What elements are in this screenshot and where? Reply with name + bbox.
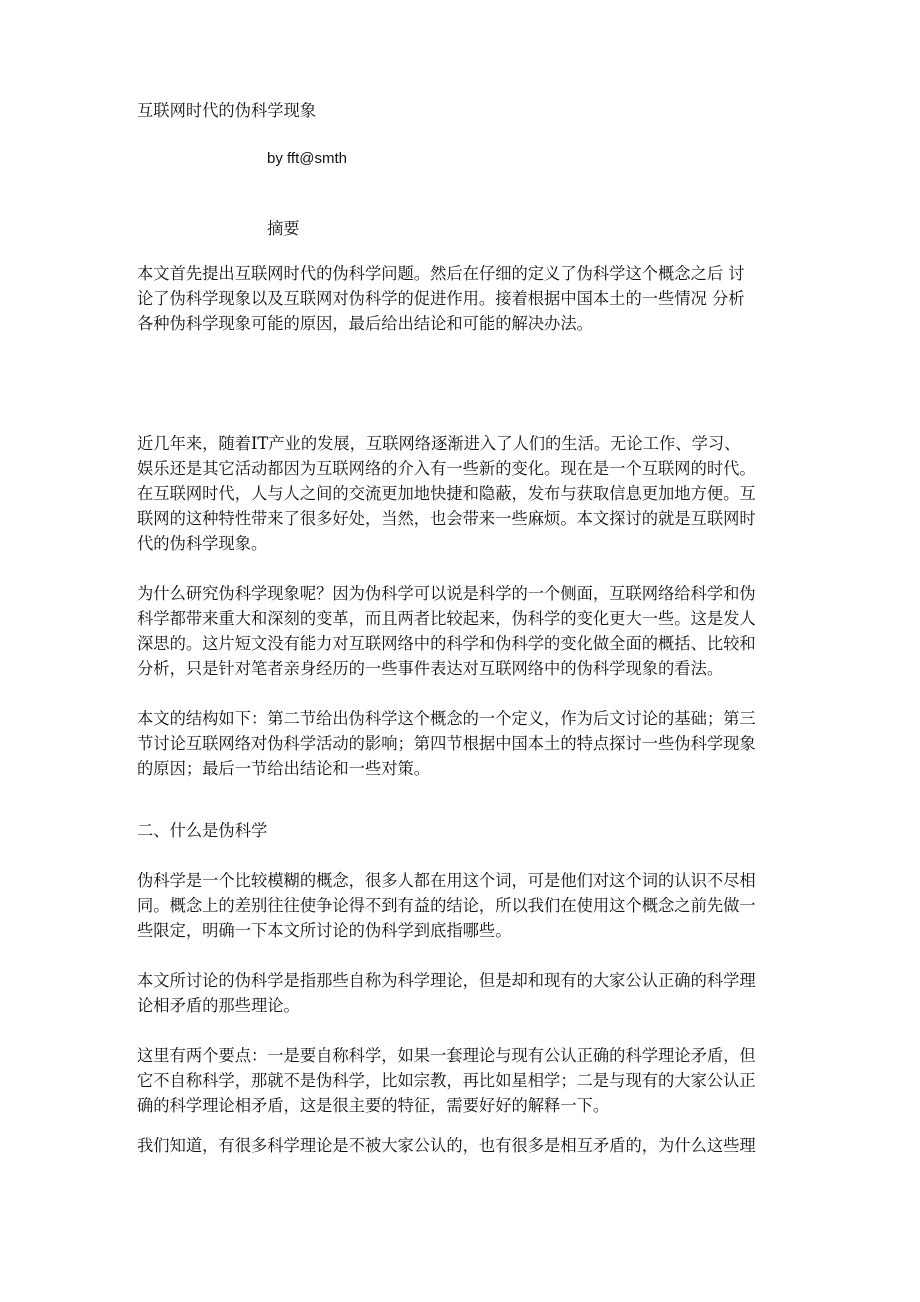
text-line: 本文首先提出互联网时代的伪科学问题。然后在仔细的定义了伪科学这个概念之后 讨 [137, 264, 745, 283]
text-line: 分析，只是针对笔者亲身经历的一些事件表达对互联网络中的伪科学现象的看法。 [137, 659, 724, 678]
intro-paragraph-3 [137, 706, 756, 781]
section-2-heading: 二、什么是伪科学 [137, 821, 268, 840]
text-line: 论相矛盾的那些理论。 [137, 996, 300, 1015]
section-2-paragraph-4 [137, 1133, 756, 1158]
text-line: 代的伪科学现象。 [137, 534, 268, 553]
text-line: 我们知道，有很多科学理论是不被大家公认的，也有很多是相互矛盾的，为什么这些理 [137, 1136, 756, 1155]
text-line: 深思的。这片短文没有能力对互联网络中的科学和伪科学的变化做全面的概括、比较和 [137, 634, 756, 653]
section-2-paragraph-3 [137, 1043, 756, 1118]
text-line: 同。概念上的差别往往使争论得不到有益的结论，所以我们在使用这个概念之前先做一 [137, 896, 756, 915]
text-line: 论了伪科学现象以及互联网对伪科学的促进作用。接着根据中国本土的一些情况 分析 [137, 289, 745, 308]
text-line: 本文的结构如下：第二节给出伪科学这个概念的一个定义，作为后文讨论的基础；第三 [137, 709, 756, 728]
abstract-heading: 摘要 [267, 219, 300, 238]
text-line: 确的科学理论相矛盾，这是很主要的特征，需要好好的解释一下。 [137, 1096, 610, 1115]
text-line: 节讨论互联网络对伪科学活动的影响；第四节根据中国本土的特点探讨一些伪科学现象 [137, 734, 756, 753]
text-line: 它不自称科学，那就不是伪科学，比如宗教，再比如星相学；二是与现有的大家公认正 [137, 1071, 756, 1090]
text-line: 联网的这种特性带来了很多好处，当然，也会带来一些麻烦。本文探讨的就是互联网时 [137, 509, 756, 528]
text-line: 的原因；最后一节给出结论和一些对策。 [137, 759, 431, 778]
intro-paragraph-2 [137, 581, 756, 681]
text-line: 各种伪科学现象可能的原因，最后给出结论和可能的解决办法。 [137, 314, 593, 333]
abstract-paragraph [137, 261, 745, 336]
text-line: 娱乐还是其它活动都因为互联网络的介入有一些新的变化。现在是一个互联网的时代。 [137, 459, 756, 478]
byline: by fft@smth [267, 150, 347, 167]
text-line: 这里有两个要点：一是要自称科学，如果一套理论与现有公认正确的科学理论矛盾，但 [137, 1046, 756, 1065]
section-2-paragraph-2 [137, 968, 756, 1018]
text-line: 科学都带来重大和深刻的变革，而且两者比较起来，伪科学的变化更大一些。这是发人 [137, 609, 756, 628]
text-line: 在互联网时代，人与人之间的交流更加地快捷和隐蔽，发布与获取信息更加地方便。互 [137, 484, 756, 503]
text-line: 近几年来，随着IT产业的发展，互联网络逐渐进入了人们的生活。无论工作、学习、 [137, 434, 741, 453]
text-line: 伪科学是一个比较模糊的概念，很多人都在用这个词，可是他们对这个词的认识不尽相 [137, 871, 756, 890]
section-2-paragraph-1 [137, 868, 756, 943]
intro-paragraph-1 [137, 431, 756, 556]
document-title: 互联网时代的伪科学现象 [137, 101, 317, 120]
text-line: 些限定，明确一下本文所讨论的伪科学到底指哪些。 [137, 921, 512, 940]
text-line: 为什么研究伪科学现象呢？因为伪科学可以说是科学的一个侧面，互联网络给科学和伪 [137, 584, 756, 603]
text-line: 本文所讨论的伪科学是指那些自称为科学理论，但是却和现有的大家公认正确的科学理 [137, 971, 756, 990]
